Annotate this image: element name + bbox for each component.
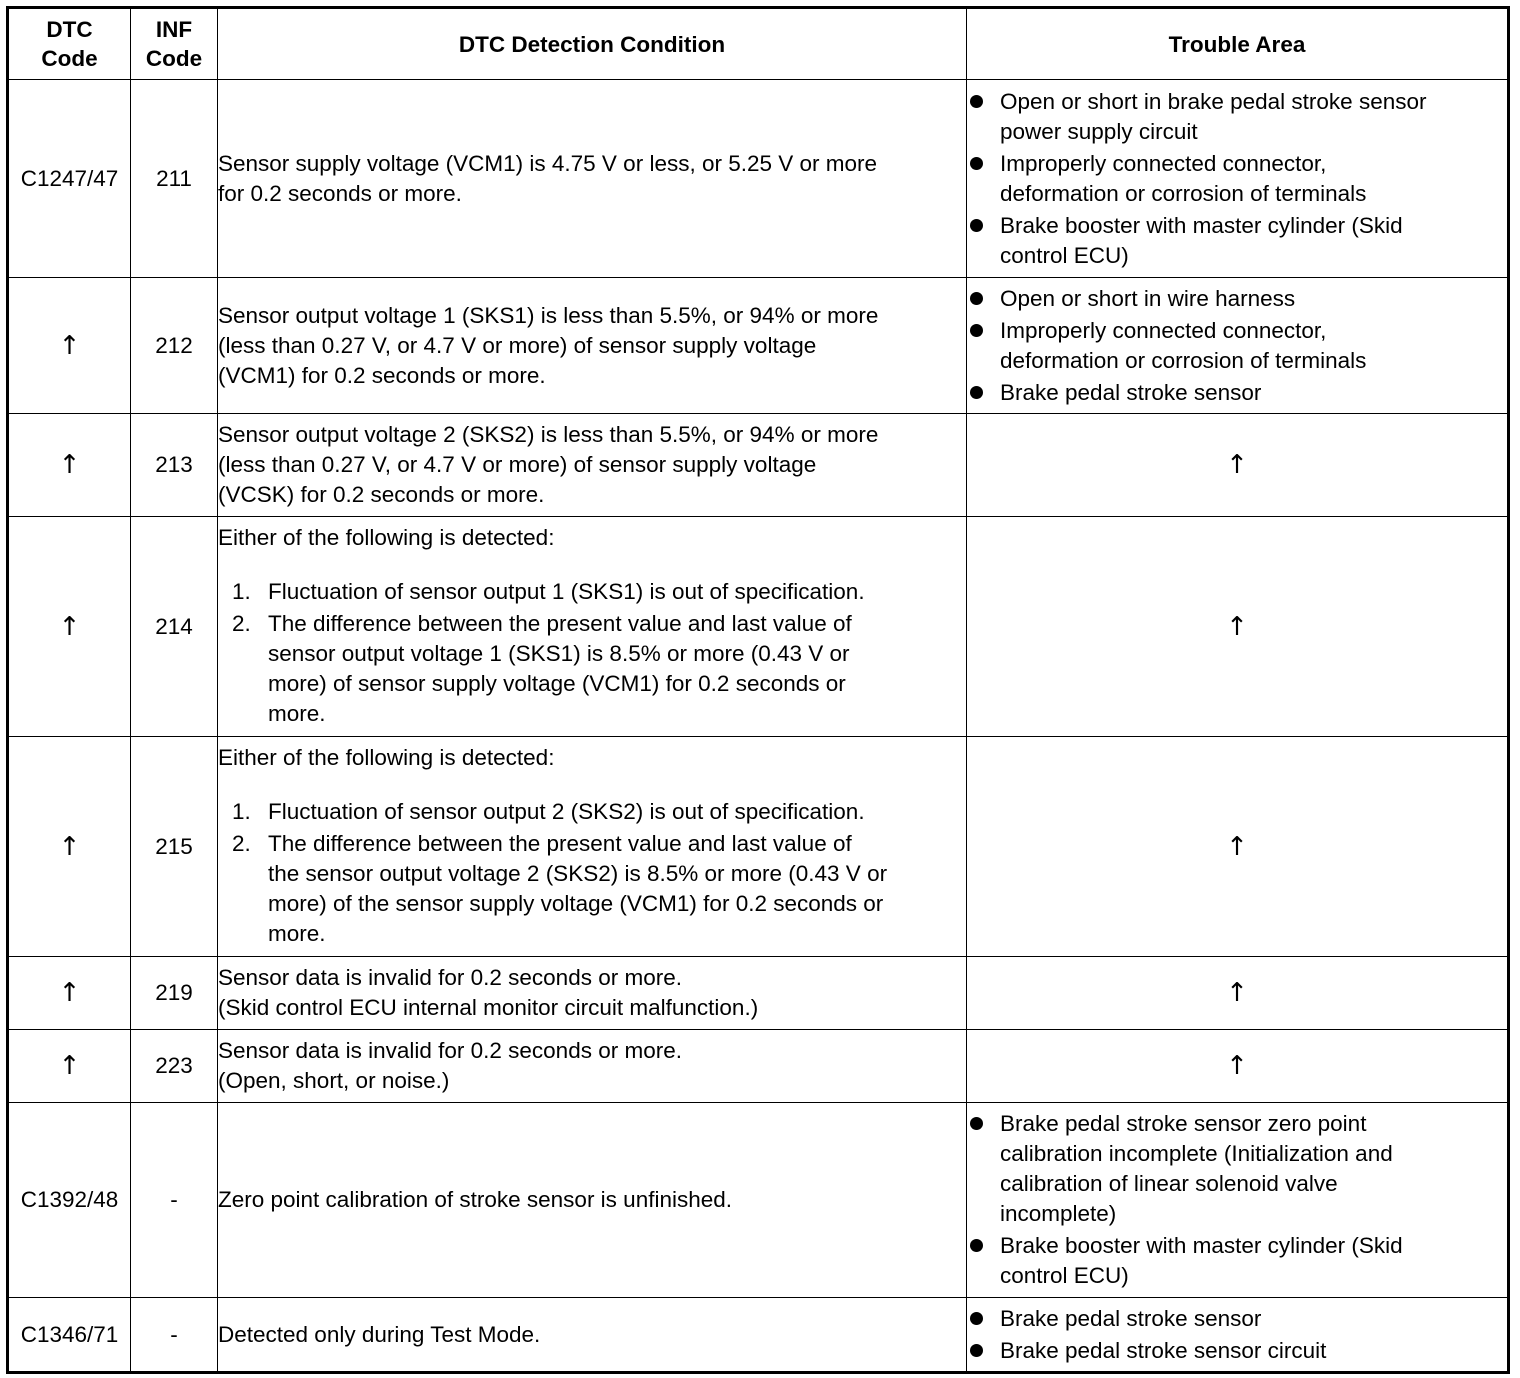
condition-cell: Sensor output voltage 1 (SKS1) is less than 5.5%, or 94% or more (less than 0.27 V, or 4.7 V or more) of sensor supply voltage (VCM1) for 0.2 seconds or more. [218,278,967,414]
header-dtc-code: DTC Code [8,8,131,80]
ditto-arrow-icon: ↑ [8,957,131,1030]
ditto-arrow-icon: ↑ [8,737,131,957]
bullet-icon [970,95,983,108]
list-item: 1. Fluctuation of sensor output 2 (SKS2) is out of specification. [232,798,865,824]
inf-code-cell: 211 [131,80,218,278]
ditto-arrow-icon: ↑ [8,278,131,414]
table-row [8,80,1509,278]
list-item: 2. The difference between the present value and last value of sensor output voltage 1 (SKS1) is 8.5% or more (0.43 V or more) of sensor supply voltage (VCM1) for 0.2 seconds or more. [232,610,852,726]
trouble-area-item: Brake pedal stroke sensor zero point calibration incomplete (Initialization and calibration of linear solenoid valve incomplete) [967,1109,1507,1229]
bullet-icon [970,1312,983,1325]
ditto-arrow-icon: ↑ [967,1030,1509,1103]
trouble-area-item: Brake pedal stroke sensor [967,1304,1507,1334]
trouble-area-item: Brake booster with master cylinder (Skid control ECU) [967,211,1507,271]
table-row [8,1298,1509,1373]
ditto-arrow-icon: ↑ [8,1030,131,1103]
dtc-code-cell: C1392/48 [8,1103,131,1298]
trouble-area-cell [967,80,1509,278]
inf-code-cell: 212 [131,278,218,414]
trouble-area-item: Improperly connected connector, deformation or corrosion of terminals [967,149,1507,209]
dtc-code-cell: C1247/47 [8,80,131,278]
ditto-arrow-icon: ↑ [967,737,1509,957]
bullet-icon [970,386,983,399]
ditto-arrow-icon: ↑ [967,414,1509,517]
table-row [8,957,1509,1030]
bullet-icon [970,292,983,305]
trouble-area-cell [967,278,1509,414]
ditto-arrow-icon: ↑ [967,517,1509,737]
bullet-icon [970,1344,983,1357]
inf-code-cell: 214 [131,517,218,737]
trouble-area-item: Open or short in wire harness [967,284,1507,314]
trouble-area-item: Open or short in brake pedal stroke sensor power supply circuit [967,87,1507,147]
table-row [8,278,1509,414]
condition-cell: Sensor data is invalid for 0.2 seconds or more. (Open, short, or noise.) [218,1030,967,1103]
dtc-code-cell: C1346/71 [8,1298,131,1373]
inf-code-cell: 223 [131,1030,218,1103]
list-item: 2. The difference between the present value and last value of the sensor output voltage 2 (SKS2) is 8.5% or more (0.43 V or more) of the sensor supply voltage (VCM1) for 0.2 seconds or more. [232,830,888,946]
bullet-icon [970,324,983,337]
trouble-area-cell [967,1298,1509,1373]
header-detection-condition: DTC Detection Condition [218,8,967,80]
inf-code-cell: - [131,1103,218,1298]
table-row [8,517,1509,737]
bullet-icon [970,1117,983,1130]
trouble-area-item: Improperly connected connector, deformation or corrosion of terminals [967,316,1507,376]
condition-cell: Sensor output voltage 2 (SKS2) is less than 5.5%, or 94% or more (less than 0.27 V, or 4.7 V or more) of sensor supply voltage (VCSK) for 0.2 seconds or more. [218,414,967,517]
header-trouble-area: Trouble Area [967,8,1509,80]
condition-cell: Sensor supply voltage (VCM1) is 4.75 V or less, or 5.25 V or more for 0.2 seconds or more. [218,80,967,278]
bullet-icon [970,157,983,170]
trouble-area-item: Brake pedal stroke sensor [967,378,1507,408]
bullet-icon [970,219,983,232]
table-row [8,1030,1509,1103]
ditto-arrow-icon: ↑ [967,957,1509,1030]
trouble-area-item: Brake pedal stroke sensor circuit [967,1336,1507,1366]
header-inf-code: INF Code [131,8,218,80]
dtc-table [6,6,1510,1374]
condition-cell: Either of the following is detected: 1. Fluctuation of sensor output 1 (SKS1) is out of specification. 2. The difference between the present value and last value of sensor output voltage 1 (SKS1) is 8.5% or more (0.43 V or more) of sensor supply voltage (VCM1) for 0.2 seconds or more. [218,517,967,737]
condition-cell: Sensor data is invalid for 0.2 seconds or more. (Skid control ECU internal monitor circuit malfunction.) [218,957,967,1030]
table-row [8,414,1509,517]
header-row [8,8,1509,80]
bullet-icon [970,1239,983,1252]
ditto-arrow-icon: ↑ [8,414,131,517]
table-row [8,1103,1509,1298]
ditto-arrow-icon: ↑ [8,517,131,737]
inf-code-cell: 215 [131,737,218,957]
inf-code-cell: - [131,1298,218,1373]
table-row [8,737,1509,957]
inf-code-cell: 213 [131,414,218,517]
condition-cell: Detected only during Test Mode. [218,1298,967,1373]
condition-cell: Either of the following is detected: 1. Fluctuation of sensor output 2 (SKS2) is out of specification. 2. The difference between the present value and last value of the sensor output voltage 2 (SKS2) is 8.5% or more (0.43 V or more) of the sensor supply voltage (VCM1) for 0.2 seconds or more. [218,737,967,957]
condition-cell: Zero point calibration of stroke sensor is unfinished. [218,1103,967,1298]
inf-code-cell: 219 [131,957,218,1030]
trouble-area-item: Brake booster with master cylinder (Skid control ECU) [967,1231,1507,1291]
trouble-area-cell [967,1103,1509,1298]
list-item: 1. Fluctuation of sensor output 1 (SKS1) is out of specification. [232,578,865,604]
